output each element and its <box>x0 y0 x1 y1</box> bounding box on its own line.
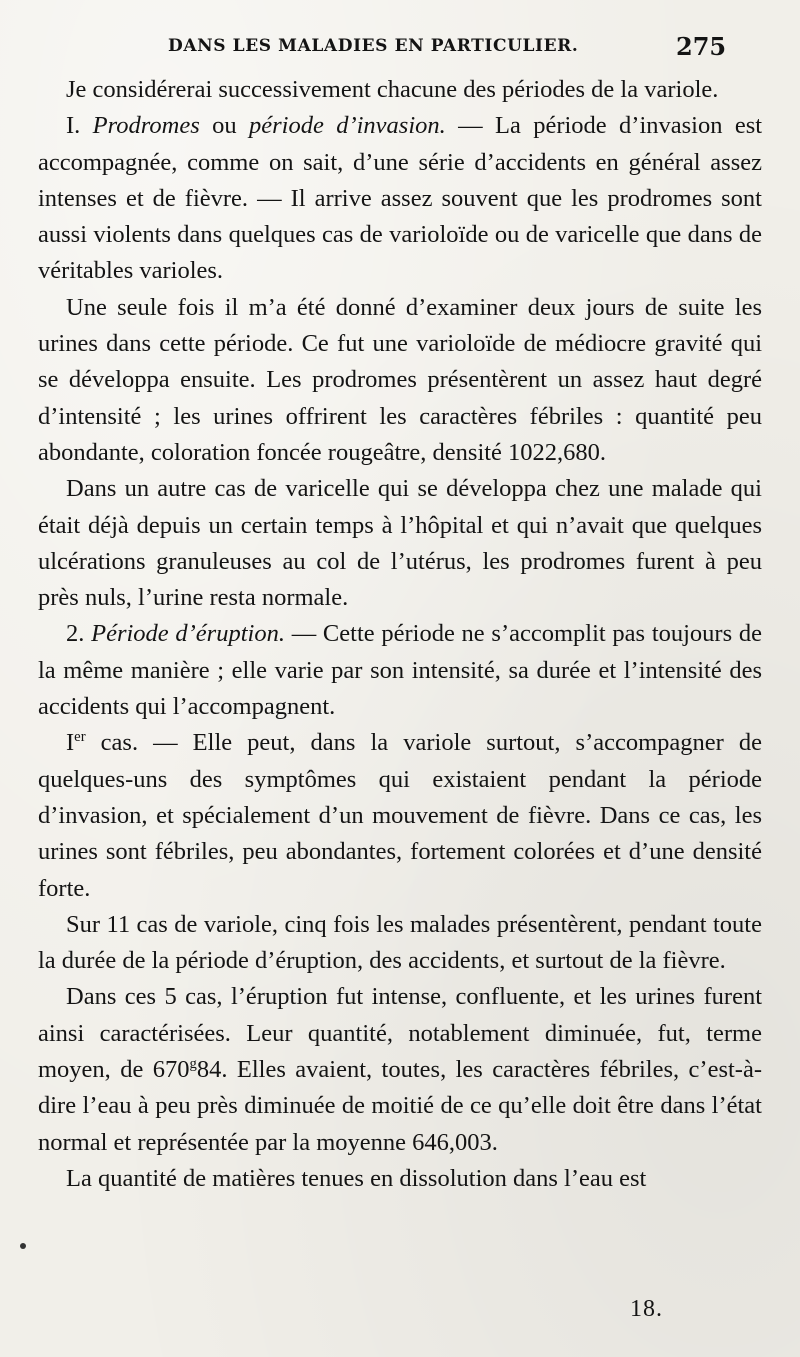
section-number: I. <box>66 112 81 140</box>
paragraph-text-after: 84. Elles avaient, toutes, les caractères fébriles, c’est-à-dire l’eau à peu près diminuée de moitié de ce qu’elle doit être dans l’état normal et représentée par la moyenne 646,003. <box>38 1056 762 1156</box>
paragraph-intro <box>38 72 762 108</box>
section-title-part2: période d’invasion. <box>249 112 446 140</box>
paragraph-text: cas. — Elle peut, dans la variole surtout, s’accompagner de quelques-uns des symptômes qui existaient pendant la période d’invasion, et spécialement d’un mouvement de fièvre. Dans ce cas, les urines sont fébriles, peu abondantes, fortement colorées et d’une densité forte. <box>38 729 762 902</box>
section-title-part1: Prodromes <box>92 112 200 140</box>
running-title: DANS LES MALADIES EN PARTICULIER. <box>168 36 579 56</box>
unit-superscript: g <box>189 1055 197 1072</box>
running-header <box>0 30 800 64</box>
paragraph-text: La quantité de matières tenues en dissolution dans l’eau est <box>66 1164 647 1192</box>
section-title-connector: ou <box>212 112 237 140</box>
paragraph-eruption <box>38 616 762 725</box>
case-lead-numeral: I <box>66 729 75 757</box>
paragraph-prodromes <box>38 108 762 289</box>
margin-ink-dot <box>20 1243 26 1249</box>
paragraph-text: Une seule fois il m’a été donné d’examiner deux jours de suite les urines dans cette période. Ce fut une varioloïde de médiocre gravité qui se développa ensuite. Les prodromes présentèrent un assez haut degré d’intensité ; les urines offrirent les caractères fébriles : quantité peu abondante, coloration foncée rougeâtre, densité 1022,680. <box>38 293 762 466</box>
paragraph-text-before: Dans ces 5 cas, l’éruption fut intense, confluente, et les urines furent ainsi caractérisées. Leur quantité, notablement diminuée, fut, terme moyen, de 670 <box>38 983 762 1084</box>
page-number: 275 <box>676 32 727 61</box>
paragraph-observation <box>38 290 762 471</box>
paragraph-varicelle <box>38 471 762 616</box>
paragraph-first-case <box>38 725 762 906</box>
paragraph-text: — La période d’invasion est accompagnée, comme on sait, d’une série d’accidents en général assez intenses et de fièvre. — Il arrive assez souvent que les prodromes sont aussi violents dans quelques cas de varioloïde ou de varicelle que dans de véritables varioles. <box>38 112 763 285</box>
paragraph-five-cases <box>38 979 762 1160</box>
section-number: 2. <box>66 620 85 648</box>
paragraph-text: Je considérerai successivement chacune des périodes de la variole. <box>66 76 719 103</box>
case-lead-superscript: er <box>74 729 86 746</box>
paragraph-statistics <box>38 907 762 980</box>
paragraph-text: — Cette période ne s’accomplit pas toujours de la même manière ; elle varie par son intensité, sa durée et l’intensité des accidents qui l’accompagnent. <box>38 620 762 721</box>
section-title: Période d’éruption. <box>91 620 285 648</box>
paragraph-text: Sur 11 cas de variole, cinq fois les malades présentèrent, pendant toute la durée de la période d’éruption, des accidents, et surtout de la fièvre. <box>38 910 762 975</box>
paragraph-text: Dans un autre cas de varicelle qui se développa chez une malade qui était déjà depuis un certain temps à l’hôpital et qui n’avait que quelques ulcérations granuleuses au col de l’utérus, les prodromes furent à peu près nuls, l’urine resta normale. <box>38 475 762 612</box>
case-lead <box>66 729 86 756</box>
page-body <box>38 72 762 1197</box>
signature-mark: 18. <box>630 1296 663 1322</box>
paragraph-final <box>38 1161 762 1197</box>
